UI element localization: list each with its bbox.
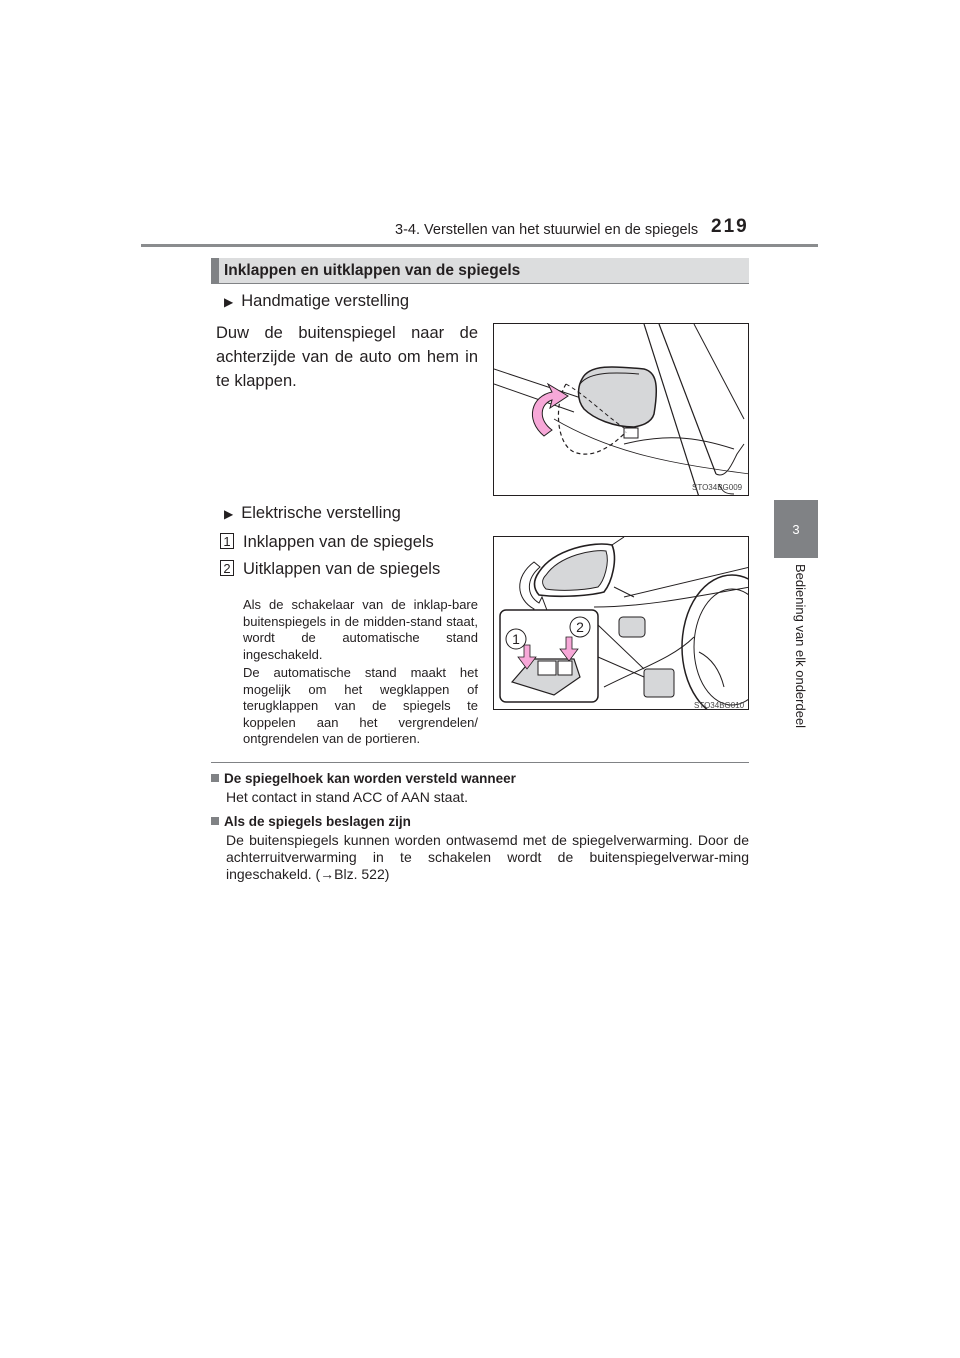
callout-1: 1 bbox=[512, 631, 520, 647]
square-icon bbox=[211, 774, 219, 782]
mirror-fold-figure bbox=[493, 323, 749, 496]
triangle-right-icon: ▶ bbox=[224, 507, 234, 521]
info-title-1 bbox=[211, 771, 516, 786]
triangle-right-icon: ▶ bbox=[224, 295, 234, 309]
callout-2: 2 bbox=[576, 619, 584, 635]
item-label-1: Inklappen van de spiegels bbox=[243, 533, 434, 551]
manual-heading-label: Handmatige verstelling bbox=[241, 292, 410, 310]
electric-heading-label: Elektrische verstelling bbox=[241, 504, 401, 522]
figure-code: STO34BG010 bbox=[694, 701, 745, 710]
running-header: 3-4. Verstellen van het stuurwiel en de spiegels bbox=[395, 222, 699, 238]
mirror-fold-illustration bbox=[494, 324, 749, 496]
info-title-2-label: Als de spiegels beslagen zijn bbox=[224, 814, 411, 829]
section-end-rule bbox=[211, 762, 749, 763]
item-number-1: 1 bbox=[220, 533, 234, 549]
item-number-2: 2 bbox=[220, 560, 234, 576]
section-title: Inklappen en uitklappen van de spiegels bbox=[224, 262, 521, 279]
chapter-number: 3 bbox=[792, 521, 800, 537]
mirror-switch-illustration bbox=[494, 537, 749, 710]
info-title-2 bbox=[211, 814, 411, 829]
manual-heading bbox=[224, 292, 409, 311]
chapter-title: Bediening van elk onderdeel bbox=[793, 564, 808, 729]
square-icon bbox=[211, 817, 219, 825]
electric-note-2: De automatische stand maakt het mogelijk om het wegklappen of terugklappen van de spiegels te koppelen aan het vergrendelen/ ontgrendelen van de portieren. bbox=[243, 665, 478, 746]
info-title-1-label: De spiegelhoek kan worden versteld wanneer bbox=[224, 771, 516, 786]
item-label-2: Uitklappen van de spiegels bbox=[243, 560, 441, 578]
page-number: 219 bbox=[711, 216, 749, 237]
electric-heading bbox=[224, 504, 401, 523]
figure-code: STO34BG009 bbox=[692, 483, 743, 492]
info-text-2: De buitenspiegels kunnen worden ontwasemd met de spiegelverwarming. Door de achterruitverwarming in te schakelen wordt de buitenspiegelverwar-ming ingeschakeld. (→Blz. 522) bbox=[226, 832, 749, 882]
info-text-1: Het contact in stand ACC of AAN staat. bbox=[226, 789, 469, 805]
mirror-switch-figure bbox=[493, 536, 749, 710]
header-rule bbox=[141, 244, 818, 247]
chapter-tab bbox=[774, 500, 818, 558]
manual-text: Duw de buitenspiegel naar de achterzijde van de auto om hem in te klappen. bbox=[216, 324, 478, 390]
electric-note-1: Als de schakelaar van de inklap-bare buitenspiegels in de midden-stand staat, wordt de automatische stand ingeschakeld. bbox=[243, 597, 478, 662]
